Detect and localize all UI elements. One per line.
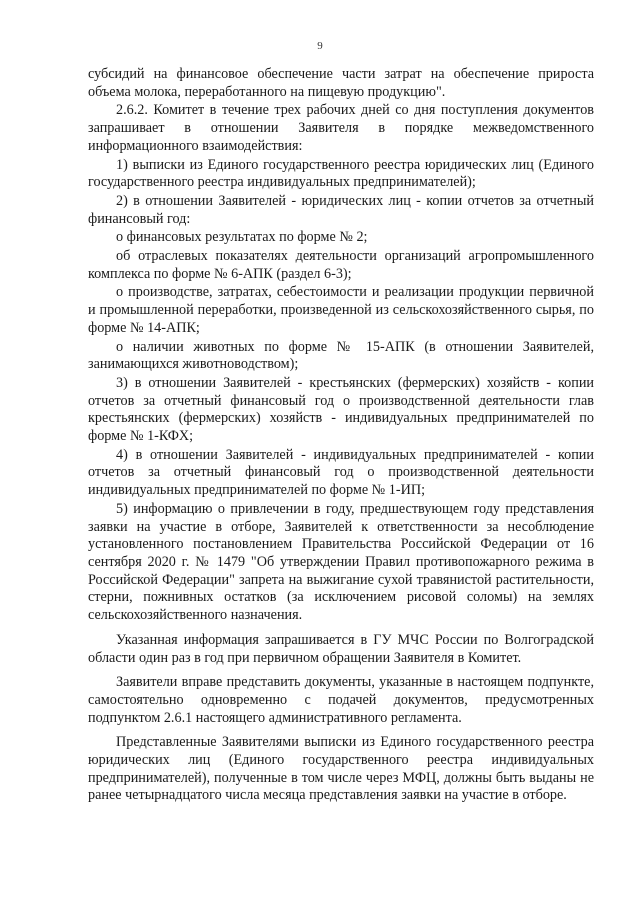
- paragraph-mchs-info: Указанная информация запрашивается в ГУ МЧС России по Волгоградской области один раз в год при первичном обращении Заявителя в Комитет.: [88, 631, 594, 666]
- sub-item-livestock: о наличии животных по форме № 15-АПК (в отношении Заявителей, занимающихся животноводством);: [88, 338, 594, 373]
- page-number: 9: [317, 40, 323, 52]
- list-item-1: 1) выписки из Единого государственного реестра юридических лиц (Единого государственного реестра индивидуальных предпринимателей);: [88, 156, 594, 191]
- list-item-5: 5) информацию о привлечении в году, предшествующем году представления заявки на участие в отборе, Заявителей к ответственности за несоблюдение установленного постановлением Правительства Российской Федерации от 16 сентября 2020 г. № 1479 "Об утверждении Правил противопожарного режима в Российской Федерации" запрета на выжигание сухой травянистой растительности, стерни, пожнивных остатков (за исключением рисовой соломы) на землях сельскохозяйственного назначения.: [88, 500, 594, 624]
- document-body: [88, 66, 594, 806]
- sub-item-financial-results: о финансовых результатах по форме № 2;: [116, 229, 368, 246]
- paragraph-2-6-2: 2.6.2. Комитет в течение трех рабочих дней со дня поступления документов запрашивает в отношении Заявителя в порядке межведомственного информационного взаимодействия:: [88, 102, 594, 154]
- paragraph-extracts-validity: Представленные Заявителями выписки из Единого государственного реестра юридических лиц (Единого государственного реестра индивидуальных предпринимателей), полученные в том числе через МФЦ, должны быть выданы не ранее четырнадцатого числа месяца представления заявки на участие в отборе.: [88, 734, 594, 804]
- paragraph-applicants-right: Заявители вправе представить документы, указанные в настоящем подпункте, самостоятельно одновременно с подачей документов, предусмотренных подпунктом 2.6.1 настоящего административного регламента.: [88, 674, 594, 726]
- list-item-2: 2) в отношении Заявителей - юридических лиц - копии отчетов за отчетный финансовый год:: [88, 192, 594, 227]
- list-item-3: 3) в отношении Заявителей - крестьянских (фермерских) хозяйств - копии отчетов за отчетный финансовый год о производственной деятельности глав крестьянских (фермерских) хозяйств - индивидуальных предпринимателей по форме № 1-КФХ;: [88, 374, 594, 445]
- paragraph-continuation: субсидий на финансовое обеспечение части затрат на обеспечение прироста объема молока, переработанного на пищевую продукцию".: [88, 66, 594, 100]
- sub-item-production-costs: о производстве, затратах, себестоимости и реализации продукции первичной и промышленной переработки, произведенной из сельскохозяйственного сырья, по форме № 14-АПК;: [88, 284, 594, 336]
- sub-item-industry-indicators: об отраслевых показателях деятельности организаций агропромышленного комплекса по форме № 6-АПК (раздел 6-3);: [88, 248, 594, 282]
- list-item-4: 4) в отношении Заявителей - индивидуальных предпринимателей - копии отчетов за отчетный финансовый год о производственной деятельности индивидуальных предпринимателей по форме № 1-ИП;: [88, 446, 594, 499]
